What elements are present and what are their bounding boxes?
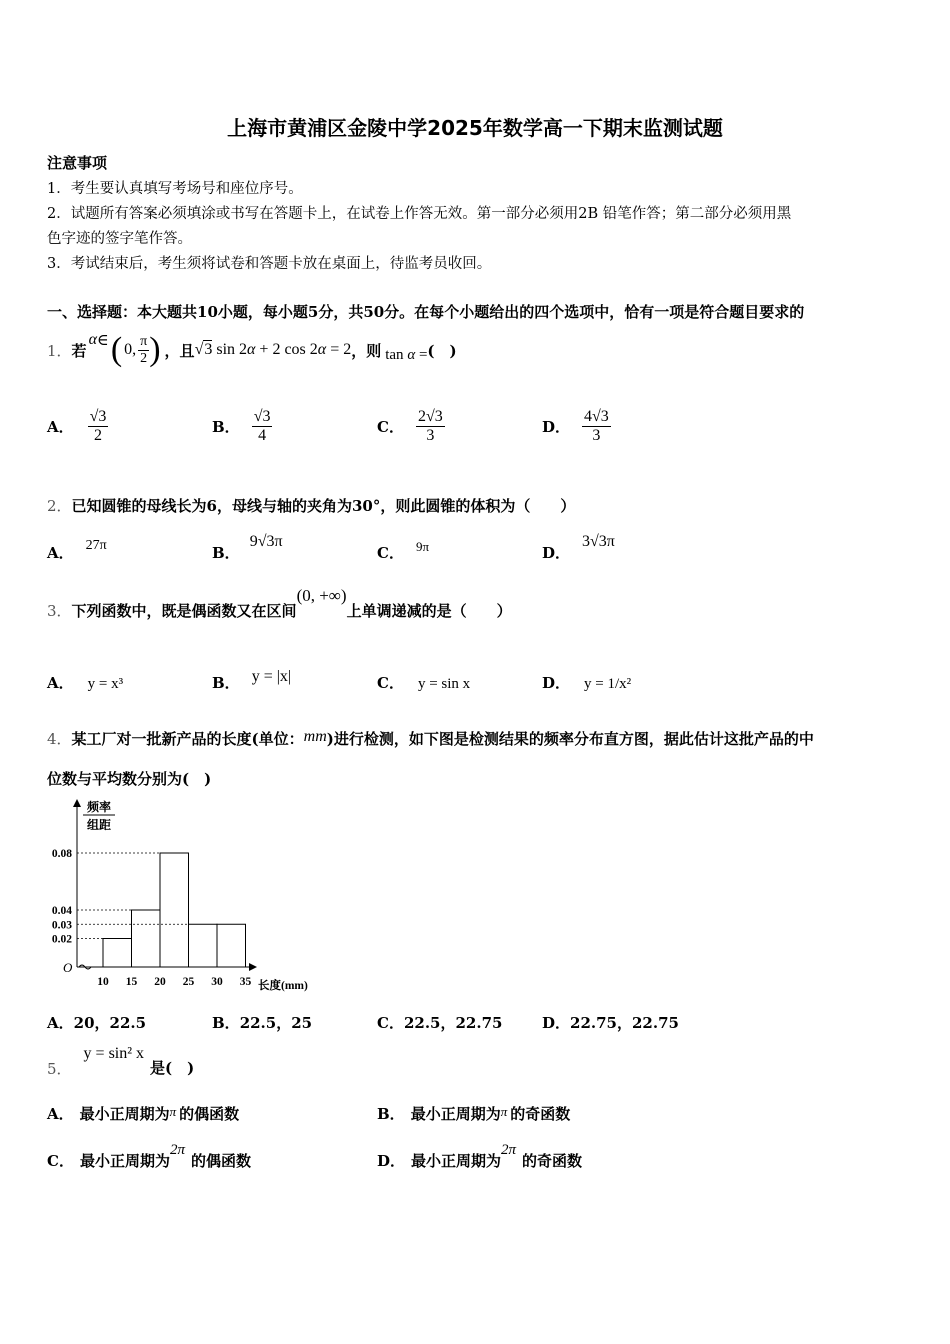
- histogram-bar: [160, 853, 189, 967]
- option-label: B．: [212, 544, 240, 562]
- option-denominator: 4: [258, 426, 267, 444]
- question-3: [47, 586, 512, 621]
- option-text: 最小正周期为: [79, 1152, 170, 1170]
- histogram-chart: [45, 795, 335, 995]
- option-denominator: 2: [94, 426, 103, 444]
- option-text: 的奇函数: [522, 1152, 583, 1170]
- histogram-bar: [189, 924, 218, 967]
- option-value: y = |x|: [251, 668, 292, 685]
- option-label: C．: [377, 544, 404, 562]
- q5-option-a[interactable]: [47, 1103, 239, 1124]
- q1-paren: ( ): [427, 341, 457, 360]
- option-value: y = x³: [87, 676, 124, 692]
- q1-option-b[interactable]: [212, 408, 272, 444]
- option-value: 9√3π: [249, 533, 283, 550]
- histogram-bar: [217, 924, 246, 967]
- option-numerator: 2√3: [417, 408, 443, 425]
- question-number: 4．: [47, 730, 72, 748]
- x-tick-label: 25: [182, 976, 195, 988]
- q1-option-d[interactable]: [542, 408, 611, 444]
- question-5: [47, 1045, 194, 1079]
- q5-option-c[interactable]: [47, 1142, 251, 1171]
- y-tick-label: 0.08: [51, 848, 72, 860]
- option-label: D．: [542, 674, 571, 692]
- notice-item: 3．考试结束后，考生须将试卷和答题卡放在桌面上，待监考员收回。: [47, 256, 492, 272]
- x-tick-label: 30: [211, 976, 223, 988]
- option-value: 3√3π: [582, 533, 615, 550]
- option-value: y = 1/x²: [584, 676, 632, 692]
- q4-option-d[interactable]: [542, 1012, 679, 1033]
- option-text: 最小正周期为: [410, 1105, 501, 1123]
- q4-option-a[interactable]: [47, 1012, 146, 1033]
- option-label: A．: [47, 544, 74, 562]
- q5-option-d[interactable]: [377, 1142, 583, 1171]
- option-numerator: √3: [89, 408, 107, 425]
- option-label: D．: [542, 544, 571, 562]
- question-text: 是( ): [150, 1059, 195, 1077]
- option-label: C．: [377, 1014, 404, 1032]
- option-denominator: 3: [592, 426, 601, 444]
- q2-option-b[interactable]: [212, 530, 283, 562]
- x-tick-label: 35: [239, 976, 252, 988]
- option-text: 最小正周期为: [79, 1105, 170, 1123]
- question-2: [47, 495, 575, 516]
- histogram-bar: [132, 910, 161, 967]
- option-label: A．: [47, 1105, 74, 1123]
- option-value: 22.75，22.75: [570, 1014, 679, 1032]
- question-4: [47, 728, 814, 749]
- option-text: 的奇函数: [510, 1105, 571, 1123]
- option-value: 20，22.5: [73, 1014, 147, 1032]
- option-value: π: [500, 1104, 508, 1119]
- notice-item: 2．试题所有答案必须填涂或书写在答题卡上，在试卷上作答无效。第一部分必须用2B 铅笔作答；第二部分必须用黑: [47, 206, 792, 222]
- q1-equation: √3 sin 2α + 2 cos 2α = 2: [194, 341, 352, 358]
- question-1: [47, 326, 457, 374]
- q5-option-b[interactable]: [377, 1103, 570, 1124]
- notice-item: 1．考生要认真填写考场号和座位序号。: [47, 181, 303, 197]
- q2-option-d[interactable]: [542, 530, 615, 562]
- question-text: 已知圆锥的母线长为6，母线与轴的夹角为30°，则此圆锥的体积为（ ）: [71, 497, 576, 515]
- y-tick-label: 0.03: [51, 919, 72, 932]
- option-label: B．: [377, 1105, 405, 1123]
- y-axis-label-top: 频率: [86, 800, 112, 814]
- q4-unit: mm: [303, 728, 327, 745]
- question-4-cont: 位数与平均数分别为( ): [47, 770, 212, 788]
- question-number: 2．: [47, 497, 72, 515]
- option-label: D．: [542, 1014, 571, 1032]
- option-value: 27π: [85, 538, 107, 553]
- question-text: )进行检测，如下图是检测结果的频率分布直方图，据此估计这批产品的中: [326, 730, 814, 748]
- y-axis-label-bottom: 组距: [86, 818, 112, 832]
- question-text: 上单调递减的是（ ）: [346, 602, 512, 620]
- question-text: 某工厂对一批新产品的长度(单位：: [71, 730, 304, 748]
- option-numerator: √3: [253, 408, 271, 425]
- q2-option-c[interactable]: [377, 535, 430, 562]
- histogram-bar: [103, 939, 132, 968]
- x-axis-label: 长度(mm): [258, 980, 308, 992]
- option-value: 22.5，22.75: [403, 1014, 503, 1032]
- option-value: 2π: [501, 1142, 517, 1158]
- option-label: C．: [47, 1152, 74, 1170]
- option-value: 2π: [169, 1142, 185, 1158]
- q1-option-a[interactable]: [47, 408, 108, 444]
- q1-text-a: 若: [71, 341, 87, 360]
- option-label: B．: [212, 1014, 240, 1032]
- option-label: B．: [212, 674, 240, 692]
- notice-item: 色字迹的签字笔作答。: [47, 231, 192, 247]
- q3-option-a[interactable]: [47, 672, 123, 693]
- option-label: A．: [47, 1014, 74, 1032]
- option-label: B．: [212, 417, 240, 436]
- y-tick-label: 0.02: [51, 933, 72, 946]
- q1-option-c[interactable]: [377, 408, 445, 444]
- question-text: 下列函数中，既是偶函数又在区间: [71, 602, 297, 620]
- q3-option-d[interactable]: [542, 672, 631, 693]
- option-label: A．: [47, 674, 74, 692]
- option-label: D．: [542, 417, 571, 436]
- option-label: A．: [47, 417, 74, 436]
- origin-label: O: [63, 960, 73, 975]
- section-heading: 一、选择题：本大题共10小题，每小题5分，共50分。在每个小题给出的四个选项中，恰有一项是符合题目要求的: [47, 303, 805, 321]
- notice-heading: 注意事项: [47, 154, 108, 172]
- question-number: 5．: [47, 1060, 72, 1078]
- x-tick-label: 15: [125, 976, 138, 988]
- option-value: π: [169, 1104, 177, 1119]
- option-value: 22.5，25: [239, 1014, 313, 1032]
- option-denominator: 3: [426, 426, 435, 444]
- option-text: 最小正周期为: [411, 1152, 502, 1170]
- y-tick-label: 0.04: [51, 905, 72, 917]
- q1-condition-alpha: α ∈ ( 0, $\frac{\pi}{2}$ ): [88, 331, 161, 368]
- q1-text-b: ，且: [164, 341, 195, 360]
- option-label: C．: [377, 674, 404, 692]
- option-value: y = sin x: [417, 676, 471, 692]
- question-number: 3．: [47, 602, 72, 620]
- option-label: D．: [377, 1152, 406, 1170]
- option-label: C．: [377, 417, 404, 436]
- q4-option-c[interactable]: [377, 1012, 502, 1033]
- question-number: 1．: [47, 341, 72, 360]
- q1-target: tan α =: [385, 346, 428, 363]
- x-tick-label: 10: [97, 976, 109, 988]
- q3-option-b[interactable]: [212, 665, 292, 692]
- option-text: 的偶函数: [179, 1105, 240, 1123]
- x-tick-label: 20: [154, 976, 166, 988]
- page-title: 上海市黄浦区金陵中学2025年数学高一下期末监测试题: [227, 116, 723, 140]
- q3-option-c[interactable]: [377, 672, 470, 693]
- q1-text-c: ，则: [351, 341, 382, 360]
- q2-option-a[interactable]: [47, 533, 107, 562]
- option-numerator: 4√3: [584, 408, 609, 425]
- q5-function: y = sin² x: [83, 1045, 145, 1062]
- option-value: 9π: [415, 539, 430, 554]
- q3-interval: (0, +∞): [296, 586, 347, 605]
- q4-option-b[interactable]: [212, 1012, 312, 1033]
- option-text: 的偶函数: [190, 1152, 251, 1170]
